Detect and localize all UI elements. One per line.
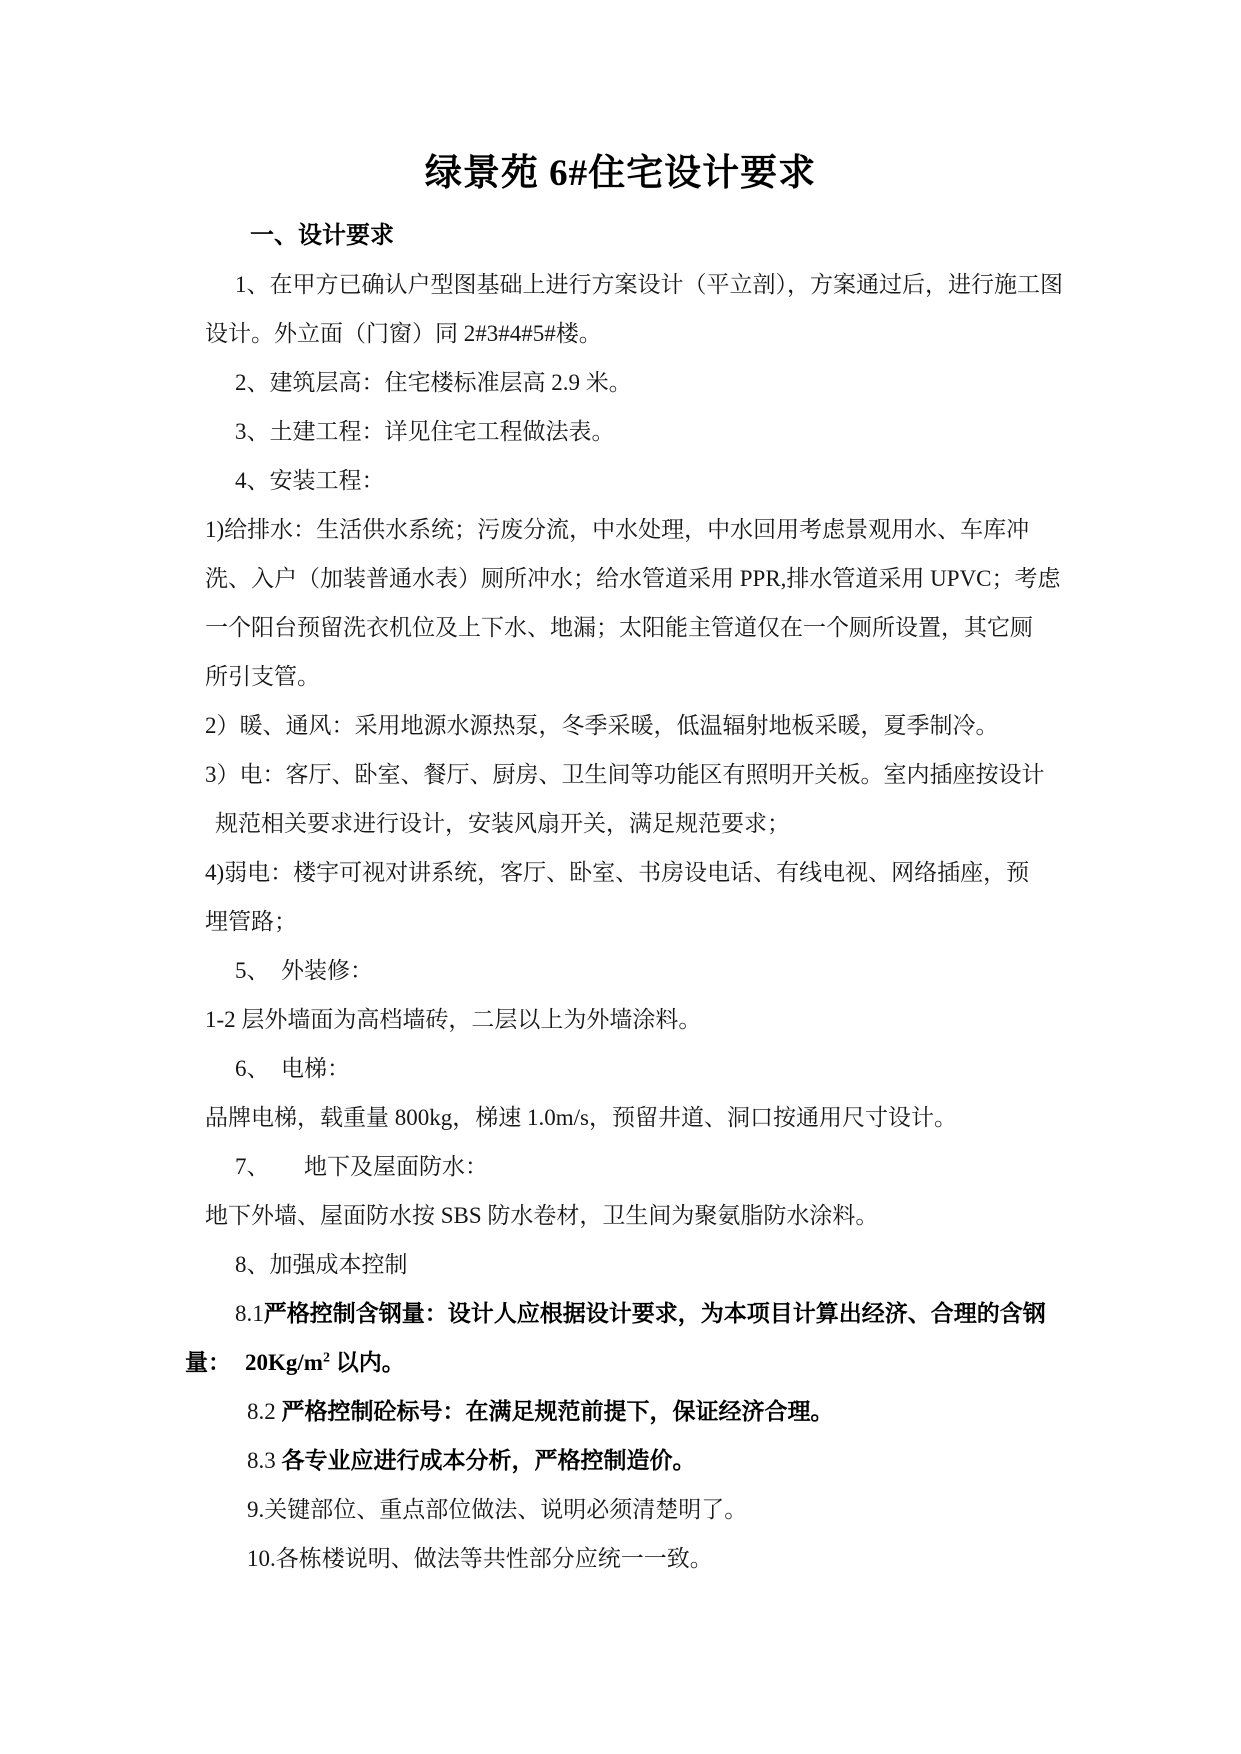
doc-line: 洗、入户（加装普通水表）厕所冲水；给水管道采用 PPR,排水管道采用 UPVC；考虑 bbox=[205, 566, 1061, 591]
bold-text: 各专业应进行成本分析，严格控制造价。 bbox=[281, 1448, 696, 1473]
bold-text bbox=[245, 1350, 405, 1375]
bold-text: 严格控制砼标号：在满足规范前提下，保证经济合理。 bbox=[281, 1399, 834, 1424]
doc-line: 埋管路； bbox=[205, 909, 297, 934]
doc-line: 3）电：客厅、卧室、餐厅、厨房、卫生间等功能区有照明开关板。室内插座按设计 bbox=[205, 762, 1045, 787]
document-title: 绿景苑 6#住宅设计要求 bbox=[424, 153, 817, 194]
doc-line: 8、加强成本控制 bbox=[235, 1252, 408, 1277]
superscript: 2 bbox=[322, 1350, 330, 1366]
section-heading: 一、设计要求 bbox=[250, 223, 394, 249]
doc-line: 2、建筑层高：住宅楼标准层高 2.9 米。 bbox=[235, 370, 632, 395]
bold-text: 量： bbox=[185, 1350, 231, 1375]
doc-line: 设计。外立面（门窗）同 2#3#4#5#楼。 bbox=[205, 321, 602, 346]
doc-line bbox=[205, 1387, 1105, 1436]
doc-line: 7、 地下及屋面防水： bbox=[235, 1154, 488, 1179]
doc-line bbox=[205, 1436, 1105, 1485]
doc-line: 品牌电梯，载重量 800kg，梯速 1.0m/s，预留井道、洞口按通用尺寸设计。 bbox=[205, 1105, 957, 1130]
doc-line: 6、 电梯： bbox=[235, 1056, 350, 1081]
doc-line: 所引支管。 bbox=[205, 664, 320, 689]
doc-line: 地下外墙、屋面防水按 SBS 防水卷材，卫生间为聚氨脂防水涂料。 bbox=[205, 1203, 879, 1228]
doc-line: 9.关键部位、重点部位做法、说明必须清楚明了。 bbox=[247, 1497, 748, 1522]
item-number: 8.3 bbox=[247, 1448, 282, 1473]
doc-line bbox=[185, 1338, 1105, 1387]
doc-line: 10.各栋楼说明、做法等共性部分应统一一致。 bbox=[247, 1546, 713, 1571]
steel-tail: 以内。 bbox=[329, 1350, 405, 1375]
doc-line bbox=[205, 1289, 1105, 1338]
doc-line: 一个阳台预留洗衣机位及上下水、地漏；太阳能主管道仅在一个厕所设置，其它厕 bbox=[205, 615, 1033, 640]
doc-line: 1)给排水：生活供水系统；污废分流，中水处理，中水回用考虑景观用水、车库冲 bbox=[205, 517, 1030, 542]
doc-line: 规范相关要求进行设计，安装风扇开关，满足规范要求； bbox=[215, 811, 790, 836]
doc-line: 4)弱电：楼宇可视对讲系统，客厅、卧室、书房设电话、有线电视、网络插座，预 bbox=[205, 860, 1030, 885]
doc-line: 1-2 层外墙面为高档墙砖，二层以上为外墙涂料。 bbox=[205, 1007, 702, 1032]
doc-line: 4、安装工程： bbox=[235, 468, 385, 493]
item-number: 8.1 bbox=[235, 1301, 264, 1326]
doc-line: 5、 外装修： bbox=[235, 958, 373, 983]
document-body bbox=[185, 260, 1105, 1583]
steel-value: 20Kg/m bbox=[245, 1350, 323, 1375]
doc-line: 1、在甲方已确认户型图基础上进行方案设计（平立剖），方案通过后，进行施工图 bbox=[235, 272, 1063, 297]
doc-line: 2）暖、通风：采用地源水源热泵，冬季采暖，低温辐射地板采暖，夏季制冷。 bbox=[205, 713, 999, 738]
doc-line: 3、土建工程：详见住宅工程做法表。 bbox=[235, 419, 615, 444]
bold-text: 严格控制含钢量：设计人应根据设计要求，为本项目计算出经济、合理的含钢 bbox=[263, 1301, 1046, 1326]
item-number: 8.2 bbox=[247, 1399, 282, 1424]
